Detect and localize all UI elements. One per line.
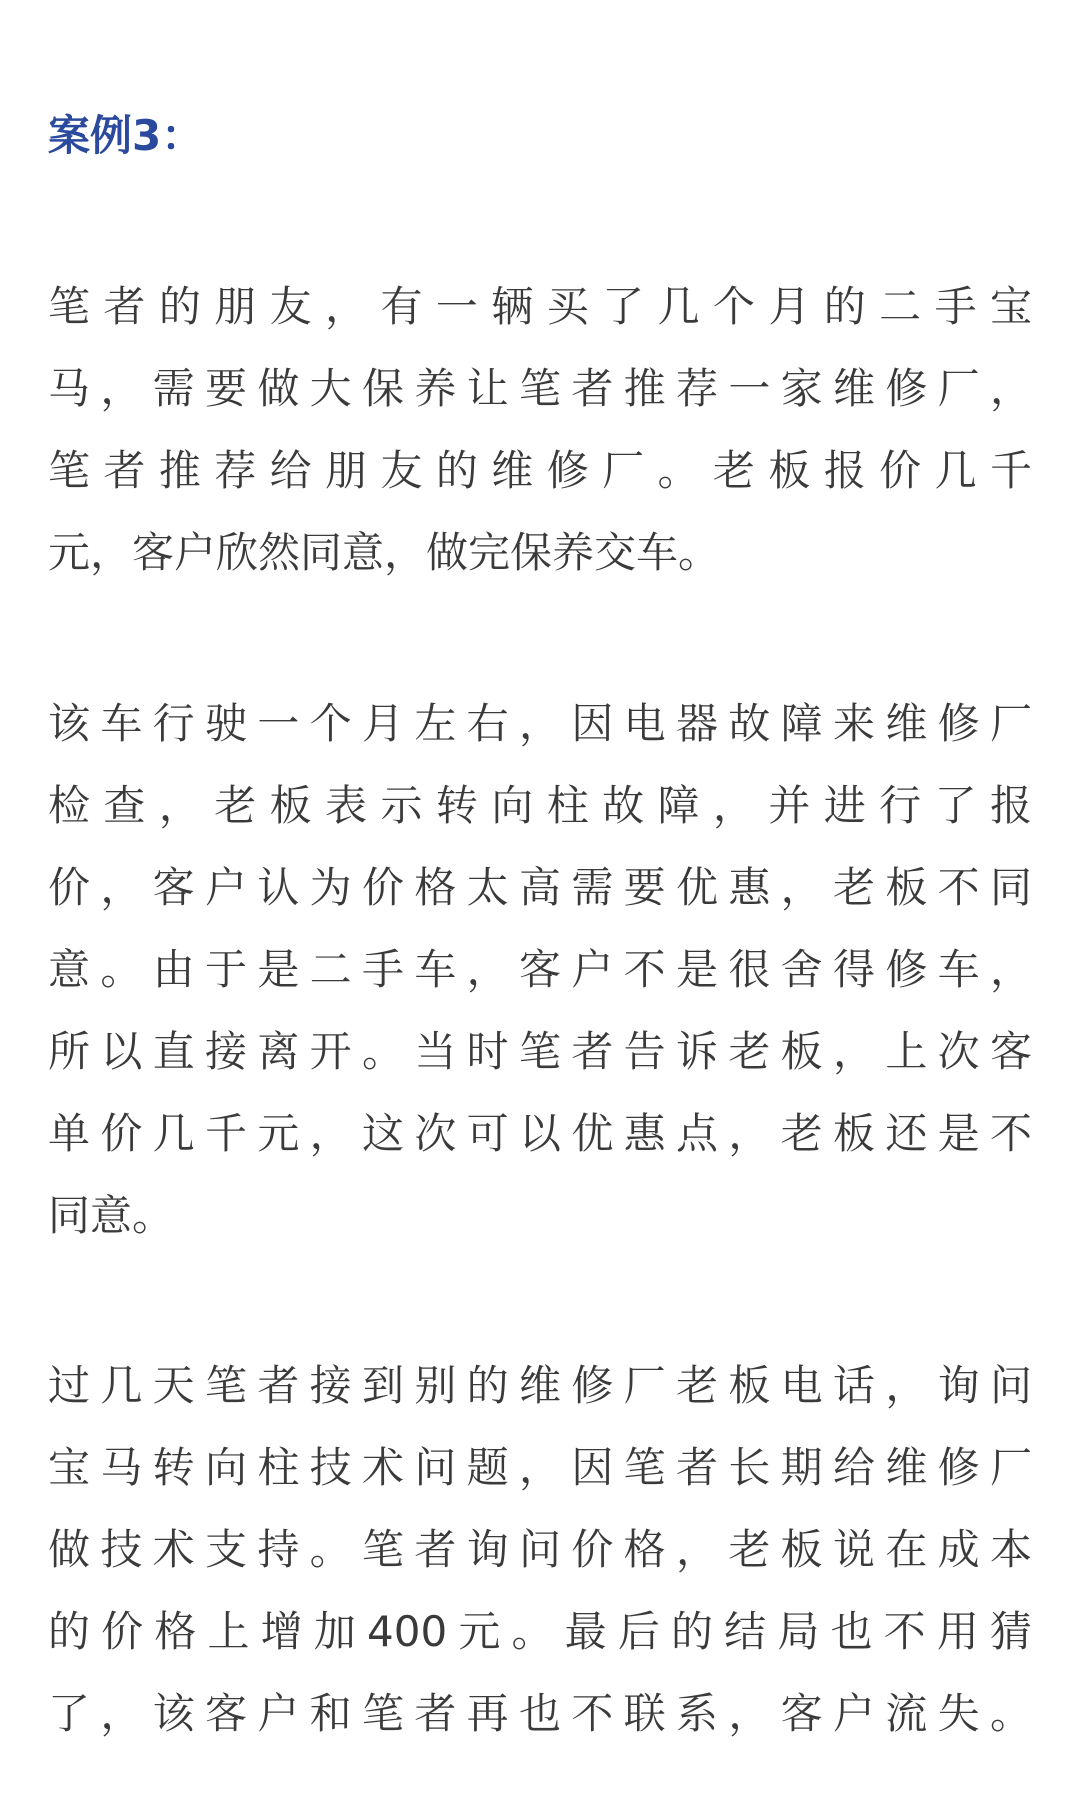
paragraph-3 bbox=[48, 1345, 1032, 1755]
case-title: 案例3： bbox=[48, 111, 204, 160]
paragraph-2 bbox=[48, 683, 1032, 1257]
text-line: 笔者推荐给朋友的维修厂。老板报价几千 bbox=[48, 446, 1032, 495]
text-line: 了，该客户和笔者再也不联系，客户流失。 bbox=[48, 1689, 1032, 1738]
text-line: 马，需要做大保养让笔者推荐一家维修厂， bbox=[48, 364, 1032, 413]
text-line: 该车行驶一个月左右，因电器故障来维修厂 bbox=[48, 699, 1032, 748]
paragraph-1 bbox=[48, 266, 1032, 594]
text-line: 的价格上增加400元。最后的结局也不用猜 bbox=[48, 1607, 1032, 1656]
text-line: 价，客户认为价格太高需要优惠，老板不同 bbox=[48, 863, 1032, 912]
text-line: 做技术支持。笔者询问价格，老板说在成本 bbox=[48, 1525, 1032, 1574]
text-line: 单价几千元，这次可以优惠点，老板还是不 bbox=[48, 1109, 1032, 1158]
text-line: 所以直接离开。当时笔者告诉老板，上次客 bbox=[48, 1027, 1032, 1076]
text-line: 笔者的朋友，有一辆买了几个月的二手宝 bbox=[48, 282, 1032, 331]
text-line: 宝马转向柱技术问题，因笔者长期给维修厂 bbox=[48, 1443, 1032, 1492]
text-line: 检查，老板表示转向柱故障，并进行了报 bbox=[48, 781, 1032, 830]
text-line: 过几天笔者接到别的维修厂老板电话，询问 bbox=[48, 1361, 1032, 1410]
text-line: 元，客户欣然同意，做完保养交车。 bbox=[48, 528, 721, 577]
text-line: 意。由于是二手车，客户不是很舍得修车， bbox=[48, 945, 1032, 994]
text-line: 同意。 bbox=[48, 1191, 175, 1240]
